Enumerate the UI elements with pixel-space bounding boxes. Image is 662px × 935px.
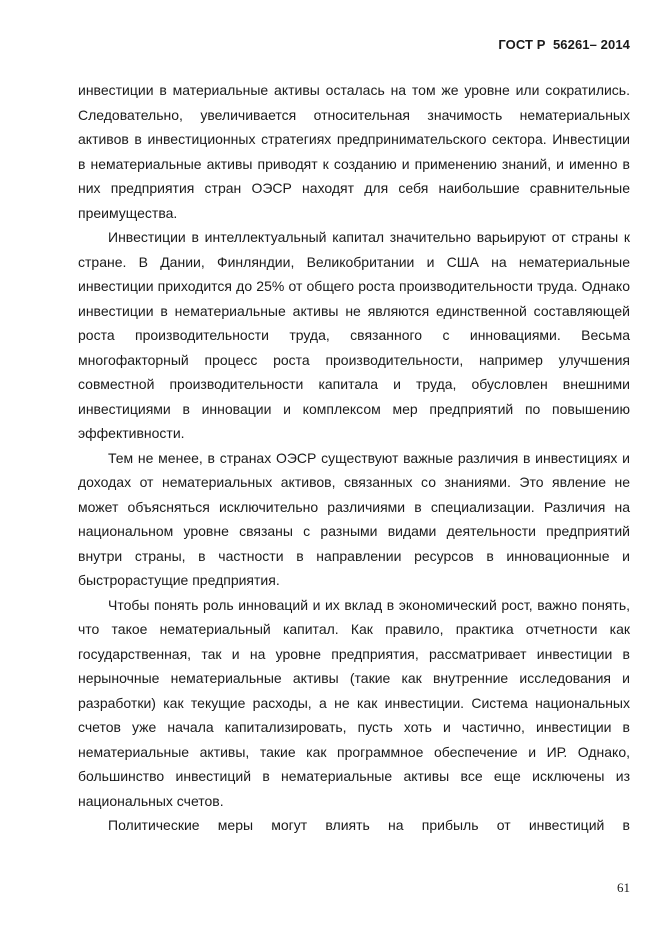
page-number: 61 (617, 880, 630, 895)
document-standard-header: ГОСТ Р 56261– 2014 (498, 37, 630, 52)
paragraph-1: инвестиции в материальные активы осталась на том же уровне или сократились. Следовательно, увеличивается относительная значимость нематериальных активов в инвестиционных стратегиях предпринимательского сектора. Инвестиции в нематериальные активы приводят к созданию и применению знаний, и именно в них предприятия стран ОЭСР находят для себя наибольшие сравнительные преимущества. (78, 82, 630, 221)
document-body (78, 78, 630, 838)
paragraph-3: Тем не менее, в странах ОЭСР существуют важные различия в инвестициях и доходах от нематериальных активов, связанных со знаниями. Это явление не может объясняться исключительно различиями в специализации. Различия на национальном уровне связаны с разными видами деятельности предприятий внутри страны, в частности в направлении ресурсов в инновационные и быстрорастущие предприятия. (78, 449, 630, 588)
paragraph-4: Чтобы понять роль инноваций и их вклад в экономический рост, важно понять, что такое нематериальный капитал. Как правило, практика отчетности как государственная, так и на уровне предприятия, рассматривает инвестиции в нерыночные нематериальные активы (такие как внутренние исследования и разработки) как текущие расходы, а не как инвестиции. Система национальных счетов уже начала капитализировать, пусть хоть и частично, инвестиции в нематериальные активы, такие как программное обеспечение и ИР. Однако, большинство инвестиций в нематериальные активы все еще исключены из национальных счетов. (78, 596, 630, 809)
paragraph-2: Инвестиции в интеллектуальный капитал значительно варьируют от страны к стране. В Дании, Финляндии, Великобритании и США на нематериальные инвестиции приходится до 25% от общего роста производительности труда. Однако инвестиции в нематериальные активы не являются единственной составляющей роста производительности труда, связанного с инновациями. Весьма многофакторный процесс роста производительности, например улучшения совместной производительности капитала и труда, обусловлен внешними инвестициями в инновации и комплексом мер предприятий по повышению эффективности. (78, 229, 630, 441)
paragraph-5: Политические меры могут влиять на прибыль от инвестиций в (108, 817, 630, 833)
